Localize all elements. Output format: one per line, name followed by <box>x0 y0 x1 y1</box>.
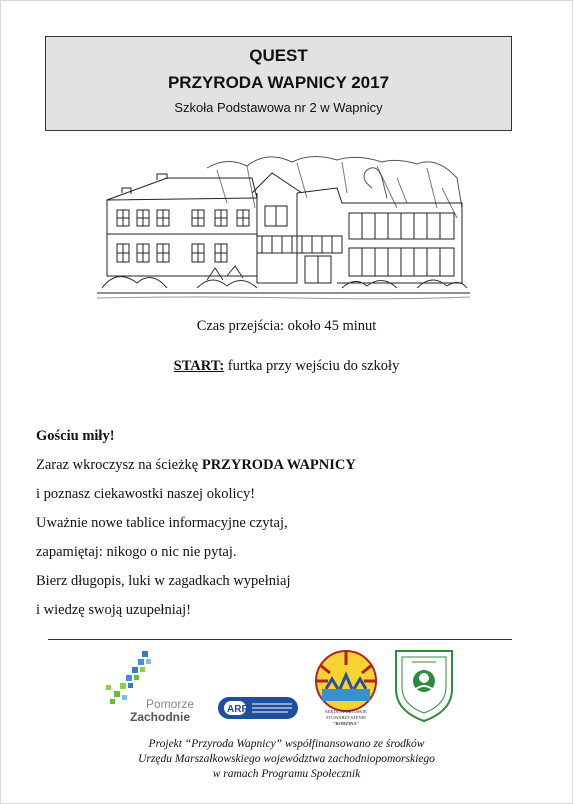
poem-line: Bierz długopis, luki w zagadkach wypełniaj <box>36 573 291 589</box>
poem-line: i poznasz ciekawostki naszej okolicy! <box>36 486 256 502</box>
pomorze-zachodnie-logo <box>106 651 194 724</box>
school-name: Szkoła Podstawowa nr 2 w Wapnicy <box>174 100 383 115</box>
stowarzyszenie-text-2: STOWARZYSZENIE <box>326 715 366 720</box>
stowarzyszenie-rodzina-logo <box>316 651 376 726</box>
school-building-illustration <box>97 148 470 303</box>
poem-line: i wiedzę swoją uzupełniaj! <box>36 602 192 618</box>
poem-line: zapamiętaj: nikogo o nic nie pytaj. <box>36 544 237 560</box>
zachodnie-text: Zachodnie <box>130 710 191 724</box>
stowarzyszenie-text-1: MIĘDZYZDROJSKIE <box>325 709 367 714</box>
start-location: furtka przy wejściu do szkoły <box>224 358 400 374</box>
footer-line: Projekt “Przyroda Wapnicy” współfinansowano ze środków <box>148 738 425 750</box>
sponsor-logos <box>0 645 573 730</box>
stowarzyszenie-text-3: "RODZINA" <box>332 721 360 726</box>
title-box <box>45 36 512 131</box>
poem-line: Zaraz wkroczysz na ścieżkę PRZYRODA WAPNICY <box>36 457 356 473</box>
school-shield-logo <box>396 651 452 721</box>
completion-time: Czas przejścia: około 45 minut <box>196 318 377 334</box>
footer-line: w ramach Programu Społecznik <box>212 768 361 780</box>
pomorze-text: Pomorze <box>146 697 195 711</box>
poem-greeting: Gościu miły! <box>36 428 115 444</box>
divider <box>48 639 512 640</box>
footer-line: Urzędu Marszałkowskiego województwa zachodniopomorskiego <box>138 753 435 765</box>
page-title: PRZYRODA WAPNICY 2017 <box>167 73 390 92</box>
start-label: START: <box>173 358 225 374</box>
arr-text: ARR <box>227 704 249 715</box>
poem-line: Uważnie nowe tablice informacyjne czytaj, <box>36 515 288 531</box>
footer-credits <box>0 737 573 782</box>
quest-heading: QUEST <box>249 46 308 65</box>
arr-logo <box>218 697 298 719</box>
start-line <box>0 358 573 375</box>
